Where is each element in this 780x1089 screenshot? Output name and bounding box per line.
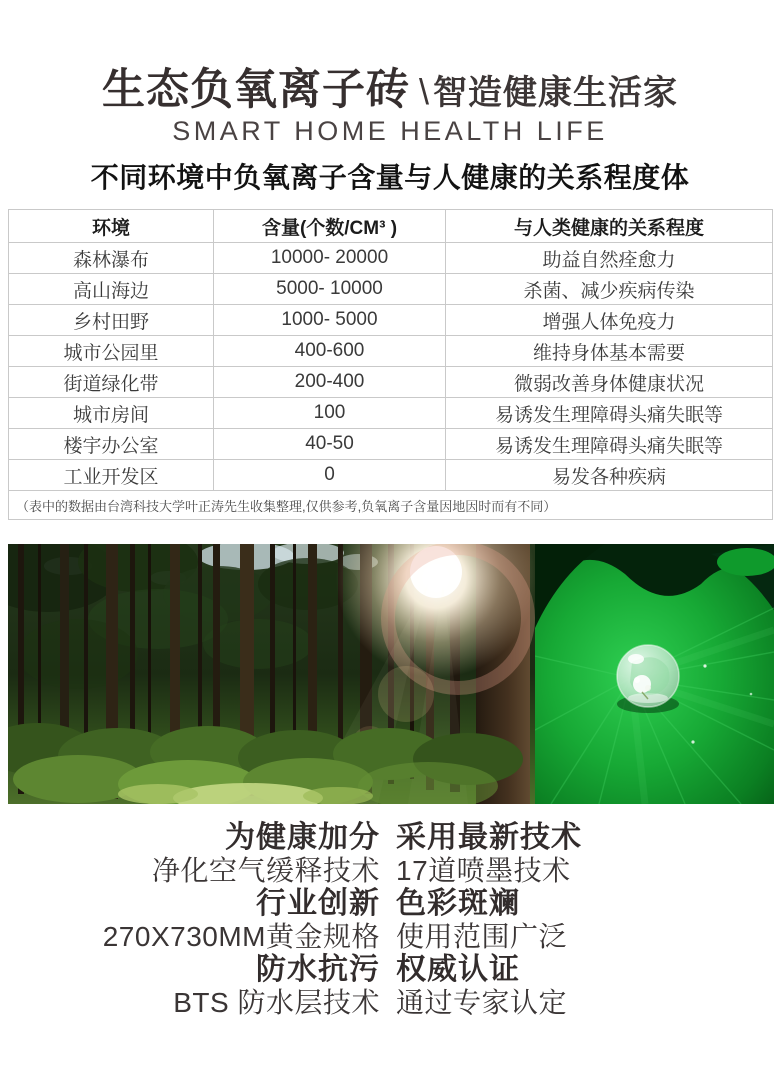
env-cell: 森林瀑布 (9, 243, 214, 274)
amount-cell: 5000- 10000 (214, 274, 446, 305)
amount-cell: 0 (214, 460, 446, 491)
table-row (9, 398, 773, 429)
col-header-health: 与人类健康的关系程度 (446, 210, 773, 243)
page-title (0, 68, 780, 113)
feature-title: 为健康加分 (225, 821, 380, 855)
feature-title: 防水抗污 (256, 953, 380, 987)
feature-row (0, 986, 780, 1019)
health-cell: 微弱改善身体健康状况 (446, 367, 773, 398)
brand-title: 生态负氧离子砖 (101, 66, 410, 114)
health-cell: 助益自然痊愈力 (446, 243, 773, 274)
env-cell: 工业开发区 (9, 460, 214, 491)
feature-row (0, 953, 780, 986)
feature-list (0, 821, 780, 1019)
amount-cell: 40-50 (214, 429, 446, 460)
table-header-row (9, 210, 773, 243)
table-row (9, 274, 773, 305)
feature-desc: 270X730MM黄金规格 (102, 921, 380, 953)
table-row (9, 460, 773, 491)
english-subtitle: SMART HOME HEALTH LIFE (172, 116, 608, 147)
table-footnote-row (9, 491, 773, 520)
photo-strip (8, 544, 774, 804)
col-header-amount: 含量(个数/CM³ ) (214, 210, 446, 243)
amount-cell: 200-400 (214, 367, 446, 398)
health-cell: 增强人体免疫力 (446, 305, 773, 336)
feature-desc: 净化空气缓释技术 (151, 855, 380, 887)
feature-row (0, 920, 780, 953)
table-row (9, 367, 773, 398)
feature-title: 采用最新技术 (396, 821, 582, 855)
env-cell: 楼宇办公室 (9, 429, 214, 460)
page-header (0, 0, 780, 196)
feature-title: 行业创新 (256, 887, 380, 921)
feature-desc: 使用范围广泛 (396, 921, 568, 953)
amount-cell: 1000- 5000 (214, 305, 446, 336)
health-cell: 杀菌、减少疾病传染 (446, 274, 773, 305)
env-cell: 街道绿化带 (9, 367, 214, 398)
table-row (9, 429, 773, 460)
leaf-waterdrop-photo (535, 544, 774, 804)
health-cell: 维持身体基本需要 (446, 336, 773, 367)
table-footnote: （表中的数据由台湾科技大学叶正涛先生收集整理,仅供参考,负氧离子含量因地因时而有不同） (9, 491, 773, 520)
feature-desc: 通过专家认定 (396, 987, 568, 1019)
env-cell: 城市房间 (9, 398, 214, 429)
amount-cell: 100 (214, 398, 446, 429)
amount-cell: 10000- 20000 (214, 243, 446, 274)
health-cell: 易诱发生理障碍头痛失眠等 (446, 429, 773, 460)
brand-slogan: 智造健康生活家 (433, 74, 678, 112)
feature-row (0, 821, 780, 854)
table-row (9, 336, 773, 367)
env-cell: 城市公园里 (9, 336, 214, 367)
col-header-environment: 环境 (9, 210, 214, 243)
title-separator: \ (418, 71, 429, 112)
amount-cell: 400-600 (214, 336, 446, 367)
env-cell: 乡村田野 (9, 305, 214, 336)
health-cell: 易诱发生理障碍头痛失眠等 (446, 398, 773, 429)
feature-title: 权威认证 (396, 953, 520, 987)
ion-content-table (8, 209, 773, 520)
env-cell: 高山海边 (9, 274, 214, 305)
feature-row (0, 854, 780, 887)
feature-desc: 17道喷墨技术 (396, 855, 571, 887)
feature-row (0, 887, 780, 920)
section-heading: 不同环境中负氧离子含量与人健康的关系程度体 (90, 162, 690, 194)
health-cell: 易发各种疾病 (446, 460, 773, 491)
table-row (9, 305, 773, 336)
feature-desc: BTS 防水层技术 (173, 987, 380, 1019)
table-row (9, 243, 773, 274)
feature-title: 色彩斑斓 (396, 887, 520, 921)
forest-sunlight-photo (8, 544, 535, 804)
